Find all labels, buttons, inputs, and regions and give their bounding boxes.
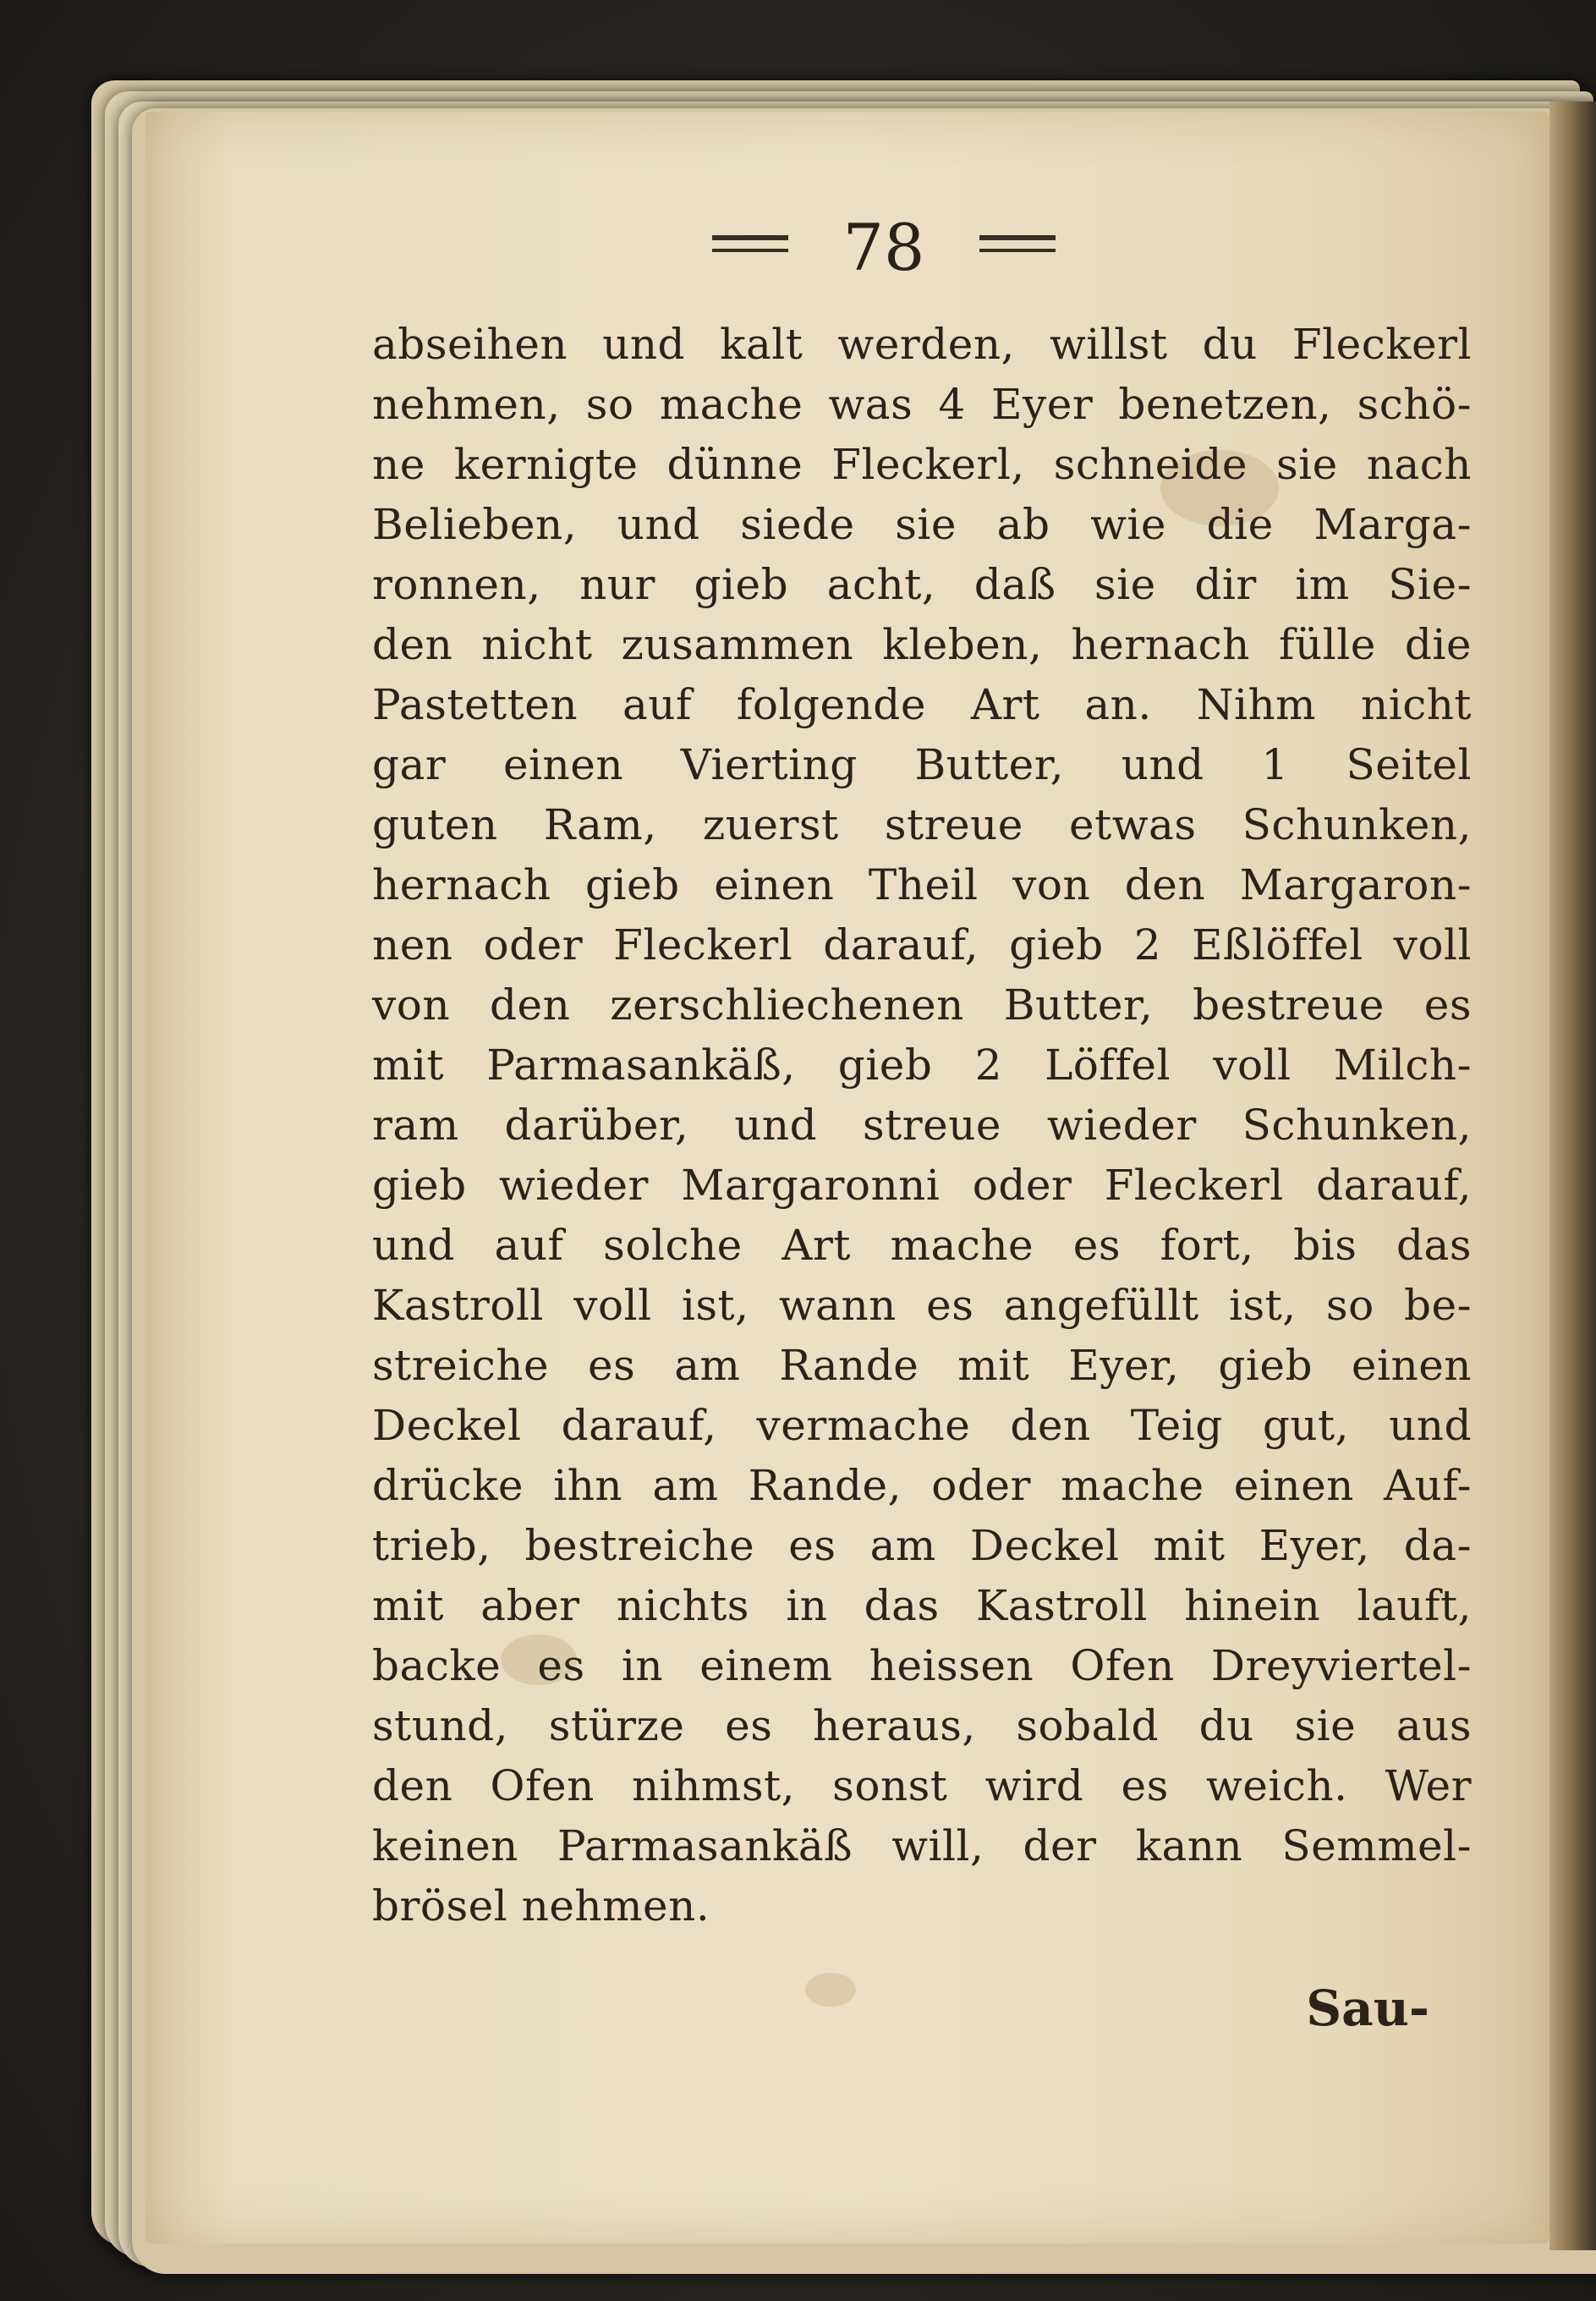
text-line: von den zerschliechenen Butter, bestreue es	[372, 980, 1472, 1030]
paper-stain	[805, 1973, 856, 2007]
header-ornament-right	[979, 235, 1056, 252]
text-line: Deckel darauf, vermache den Teig gut, und	[372, 1401, 1472, 1450]
book-gutter	[1549, 102, 1596, 2250]
text-line: mit aber nichts in das Kastroll hinein lauft,	[372, 1581, 1472, 1630]
text-line: Pastetten auf folgende Art an. Nihm nicht	[372, 680, 1472, 729]
text-line: trieb, bestreiche es am Deckel mit Eyer, da-	[372, 1521, 1472, 1570]
text-line: abseihen und kalt werden, willst du Fleckerl	[372, 320, 1472, 369]
text-line: ne kernigte dünne Fleckerl, schneide sie nach	[372, 440, 1472, 489]
text-line: gar einen Vierting Butter, und 1 Seitel	[372, 740, 1472, 789]
text-line: den Ofen nihmst, sonst wird es weich. Wer	[372, 1761, 1472, 1810]
text-line: ram darüber, und streue wieder Schunken,	[372, 1101, 1472, 1150]
text-line: gieb wieder Margaronni oder Fleckerl darauf,	[372, 1161, 1472, 1210]
text-line: drücke ihn am Rande, oder mache einen Auf-	[372, 1461, 1472, 1510]
text-line: hernach gieb einen Theil von den Margaron-	[372, 860, 1472, 909]
text-line: streiche es am Rande mit Eyer, gieb einen	[372, 1341, 1472, 1390]
text-line: keinen Parmasankäß will, der kann Semmel-	[372, 1821, 1472, 1870]
text-line: Kastroll voll ist, wann es angefüllt ist, so be-	[372, 1281, 1472, 1330]
text-line: nen oder Fleckerl darauf, gieb 2 Eßlöffel voll	[372, 920, 1472, 969]
catchword: Sau-	[1306, 1980, 1429, 2037]
text-line: nehmen, so mache was 4 Eyer benetzen, schö-	[372, 380, 1472, 429]
page-header	[0, 210, 1596, 286]
page-number: 78	[842, 210, 925, 285]
text-line: ronnen, nur gieb acht, daß sie dir im Sie-	[372, 560, 1472, 609]
text-line: den nicht zusammen kleben, hernach fülle die	[372, 620, 1472, 669]
text-line: brösel nehmen.	[372, 1881, 710, 1930]
text-line: mit Parmasankäß, gieb 2 Löffel voll Milch-	[372, 1041, 1472, 1090]
body-text	[372, 315, 1472, 1936]
text-line: stund, stürze es heraus, sobald du sie aus	[372, 1701, 1472, 1750]
text-line: Belieben, und siede sie ab wie die Marga-	[372, 500, 1472, 549]
text-line: backe es in einem heissen Ofen Dreyviertel-	[372, 1641, 1472, 1690]
text-line: guten Ram, zuerst streue etwas Schunken,	[372, 800, 1472, 849]
text-line: und auf solche Art mache es fort, bis das	[372, 1221, 1472, 1270]
header-ornament-left	[712, 235, 788, 252]
